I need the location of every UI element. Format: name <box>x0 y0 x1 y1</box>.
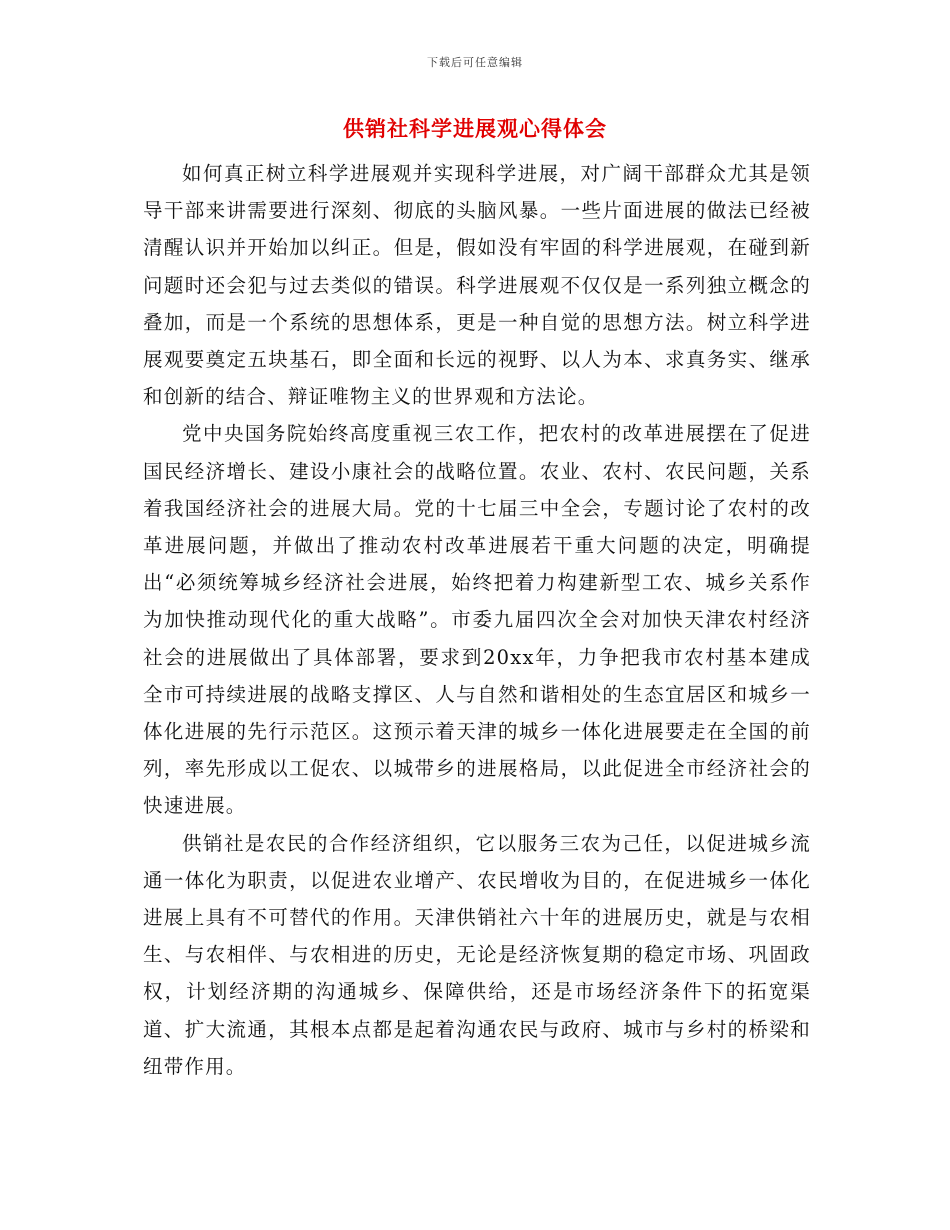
paragraph-1: 如何真正树立科学进展观并实现科学进展，对广阔干部群众尤其是领导干部来讲需要进行深刻、彻底的头脑风暴。一些片面进展的做法已经被清醒认识并开始加以纠正。但是，假如没有牢固的科学进展观，在碰到新问题时还会犯与过去类似的错误。科学进展观不仅仅是一系列独立概念的叠加，而是一个系统的思想体系，更是一种自觉的思想方法。树立科学进展观要奠定五块基石，即全面和长远的视野、以人为本、求真务实、继承和创新的结合、辩证唯物主义的世界观和方法论。 <box>143 162 811 409</box>
header-note: 下载后可任意编辑 <box>427 56 523 69</box>
paragraph-2: 党中央国务院始终高度重视三农工作，把农村的改革进展摆在了促进国民经济增长、建设小康社会的战略位置。农业、农村、农民问题，关系着我国经济社会的进展大局。党的十七届三中全会，专题讨论了农村的改革进展问题，并做出了推动农村改革进展若干重大问题的决定，明确提出“必须统筹城乡经济社会进展，始终把着力构建新型工农、城乡关系作为加快推动现代化的重大战略”。市委九届四次全会对加快天津农村经济社会的进展做出了具体部署，要求到20xx年，力争把我市农村基本建成全市可持续进展的战略支撑区、人与自然和谐相处的生态宜居区和城乡一体化进展的先行示范区。这预示着天津的城乡一体化进展要走在全国的前列，率先形成以工促农、以城带乡的进展格局，以此促进全市经济社会的快速进展。 <box>143 422 811 818</box>
document-body <box>143 155 811 1085</box>
document-title: 供销社科学进展观心得体会 <box>343 116 607 141</box>
paragraph-3: 供销社是农民的合作经济组织，它以服务三农为己任，以促进城乡流通一体化为职责，以促进农业增产、农民增收为目的，在促进城乡一体化进展上具有不可替代的作用。天津供销社六十年的进展历史，就是与农相生、与农相伴、与农相进的历史，无论是经济恢复期的稳定市场、巩固政权，计划经济期的沟通城乡、保障供给，还是市场经济条件下的拓宽渠道、扩大流通，其根本点都是起着沟通农民与政府、城市与乡村的桥梁和纽带作用。 <box>143 831 811 1078</box>
